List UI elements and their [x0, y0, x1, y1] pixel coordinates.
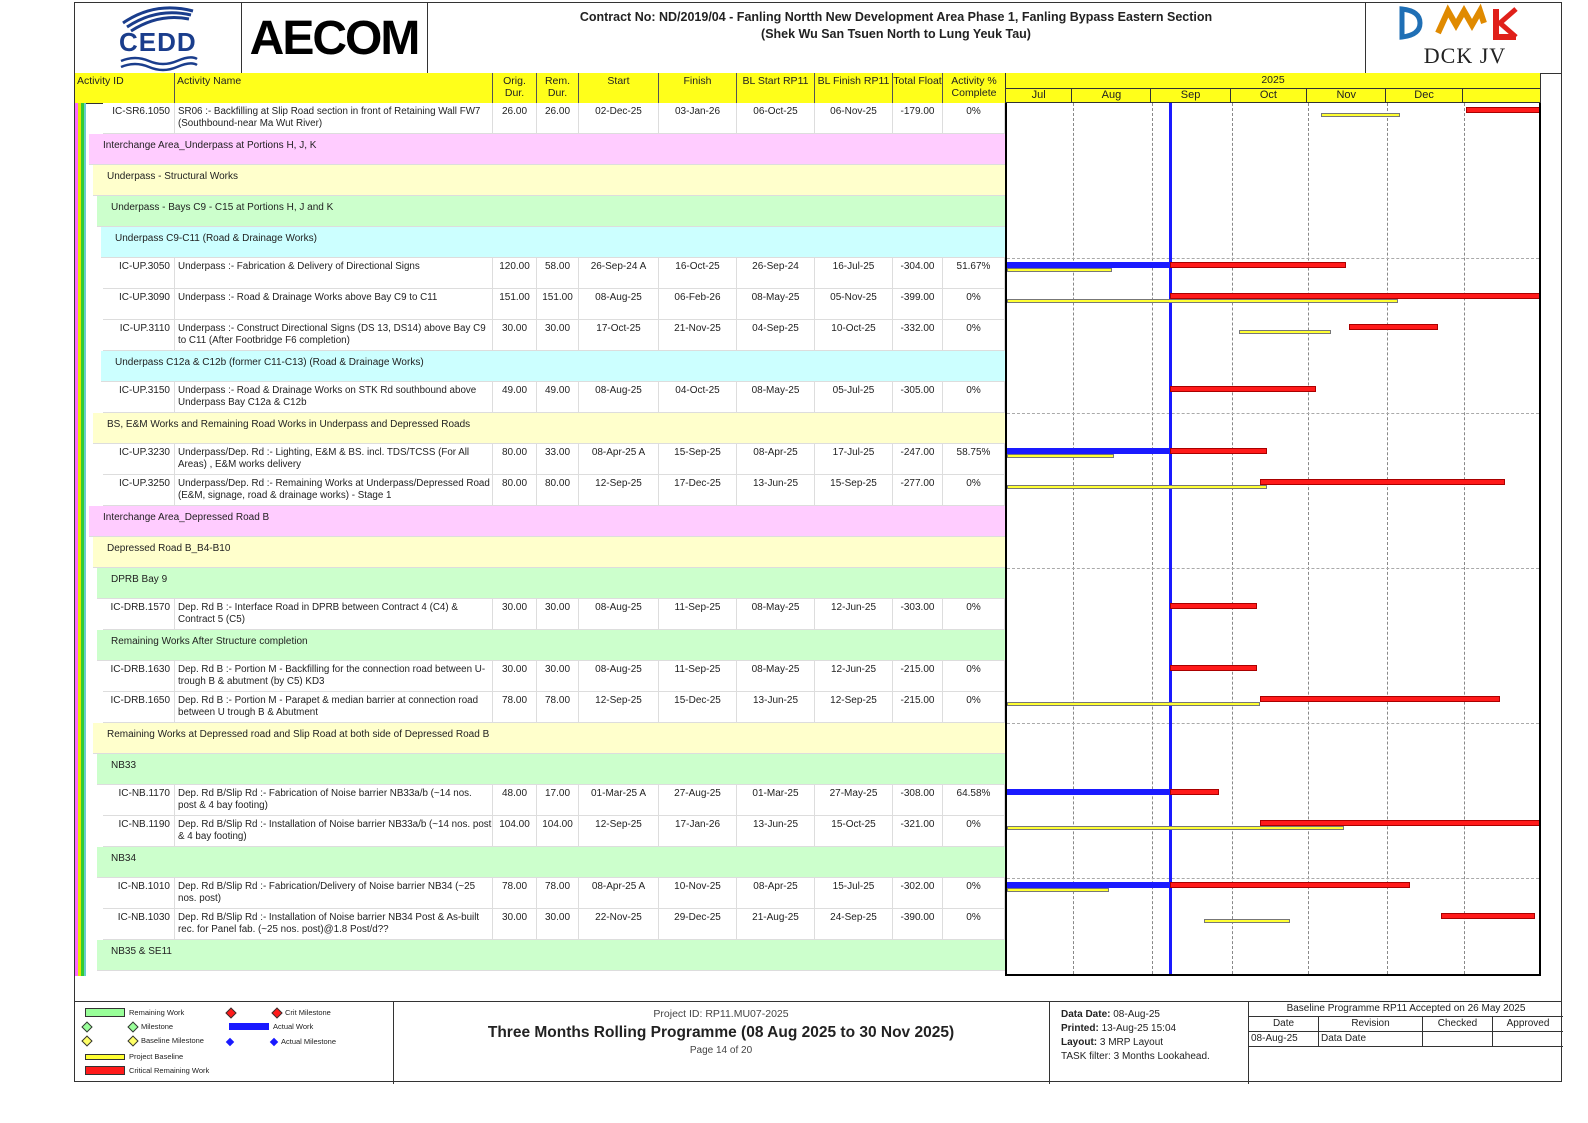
wbs-row[interactable] — [93, 165, 1005, 196]
activity-row[interactable] — [103, 692, 1005, 723]
legend-project-baseline — [85, 1052, 183, 1061]
cell-rem: 104.00 — [537, 816, 579, 847]
baseline-bar[interactable] — [1239, 330, 1331, 334]
cell-orig: 26.00 — [493, 103, 537, 134]
cell-name: SR06 :- Backfilling at Slip Road section in front of Retaining Wall FW7 (Southbound-near Ma Wut River) — [175, 103, 493, 134]
activity-row[interactable] — [103, 816, 1005, 847]
cell-orig: 49.00 — [493, 382, 537, 413]
critical-remaining-bar[interactable] — [1170, 603, 1257, 609]
legend-actual-milestone — [227, 1037, 336, 1046]
activity-table — [75, 103, 1005, 976]
cell-blf: 16-Jul-25 — [815, 258, 893, 289]
critical-remaining-bar[interactable] — [1170, 882, 1410, 888]
wbs-row[interactable] — [97, 630, 1005, 661]
cell-pct: 0% — [943, 103, 1005, 134]
activity-row[interactable] — [103, 320, 1005, 351]
cell-name: Dep. Rd B/Slip Rd :- Installation of Noise barrier NB33a/b (~14 nos. post & 4 bay footing) — [175, 816, 493, 847]
cell-float: -332.00 — [893, 320, 943, 351]
activity-row[interactable] — [103, 258, 1005, 289]
baseline-bar[interactable] — [1007, 268, 1112, 272]
cell-name: Dep. Rd B :- Portion M - Backfilling for the connection road between U-trough B & abutment (by C5) KD3 — [175, 661, 493, 692]
wbs-label: Underpass - Structural Works — [107, 171, 238, 182]
cell-start: 01-Mar-25 A — [579, 785, 659, 816]
cedd-logo-text: CEDD — [119, 27, 197, 57]
legend-baseline-milestone-label: Baseline Milestone — [141, 1036, 204, 1045]
programme-title: Three Months Rolling Programme (08 Aug 2025 to 30 Nov 2025) — [487, 1024, 955, 1041]
cell-start: 12-Sep-25 — [579, 816, 659, 847]
wbs-label: Underpass C9-C11 (Road & Drainage Works) — [115, 233, 317, 244]
wbs-row[interactable] — [93, 723, 1005, 754]
cell-rem: 49.00 — [537, 382, 579, 413]
cell-blf: 12-Jun-25 — [815, 599, 893, 630]
legend-milestone — [83, 1022, 173, 1031]
cell-rem: 17.00 — [537, 785, 579, 816]
activity-row[interactable] — [103, 444, 1005, 475]
cell-float: -390.00 — [893, 909, 943, 940]
legend — [75, 1002, 394, 1084]
legend-crit-milestone — [227, 1008, 331, 1017]
baseline-bar[interactable] — [1007, 485, 1267, 489]
cell-pct: 51.67% — [943, 258, 1005, 289]
revision-table — [1249, 1002, 1563, 1084]
page-footer — [75, 1001, 1561, 1084]
cell-blf: 05-Nov-25 — [815, 289, 893, 320]
page-header — [75, 3, 1561, 74]
baseline-milestone-diamond-icon — [81, 1035, 92, 1046]
gantt-row-gridline — [1007, 413, 1539, 414]
cell-name: Underpass :- Road & Drainage Works on STK Rd southbound above Underpass Bay C12a & C12b — [175, 382, 493, 413]
cell-rem: 30.00 — [537, 661, 579, 692]
cell-id: IC-UP.3110 — [103, 320, 175, 351]
jv-name: DCK JV — [1423, 43, 1507, 68]
cell-rem: 30.00 — [537, 909, 579, 940]
cell-start: 08-Aug-25 — [579, 599, 659, 630]
baseline-bar[interactable] — [1007, 888, 1109, 892]
cell-start: 08-Aug-25 — [579, 289, 659, 320]
gantt-row-gridline — [1007, 258, 1539, 259]
legend-critical-remaining-work — [85, 1066, 209, 1075]
project-id: Project ID: RP11.MU07-2025 — [653, 1008, 789, 1020]
cell-bls: 13-Jun-25 — [737, 816, 815, 847]
cell-rem: 30.00 — [537, 599, 579, 630]
activity-row[interactable] — [103, 661, 1005, 692]
gantt-row-gridline — [1007, 878, 1539, 879]
cedd-logo — [75, 3, 242, 73]
cell-float: -277.00 — [893, 475, 943, 506]
col-bl-finish[interactable]: BL Finish RP11 — [815, 73, 893, 103]
cell-id: IC-UP.3250 — [103, 475, 175, 506]
cell-orig: 48.00 — [493, 785, 537, 816]
cell-pct: 64.58% — [943, 785, 1005, 816]
baseline-bar[interactable] — [1007, 826, 1344, 830]
col-rem-dur[interactable]: Rem. Dur. — [537, 73, 579, 103]
cell-finish: 15-Dec-25 — [659, 692, 737, 723]
cell-id: IC-DRB.1650 — [103, 692, 175, 723]
print-info — [1049, 1002, 1249, 1084]
cell-float: -215.00 — [893, 692, 943, 723]
wbs-label: NB33 — [111, 760, 137, 771]
cell-bls: 08-May-25 — [737, 382, 815, 413]
wbs-row[interactable] — [101, 351, 1005, 382]
activity-row[interactable] — [103, 909, 1005, 940]
cell-blf: 05-Jul-25 — [815, 382, 893, 413]
critical-remaining-bar[interactable] — [1349, 324, 1438, 330]
cell-float: -308.00 — [893, 785, 943, 816]
rev-row-revision: Data Date — [1319, 1032, 1423, 1047]
cell-bls: 13-Jun-25 — [737, 692, 815, 723]
cell-orig: 80.00 — [493, 475, 537, 506]
page-number: Page 14 of 20 — [689, 1045, 753, 1056]
legend-baseline-milestone — [83, 1036, 204, 1045]
data-date-label: Data Date: — [1061, 1009, 1111, 1020]
cell-start: 17-Oct-25 — [579, 320, 659, 351]
rev-header-revision: Revision — [1319, 1017, 1423, 1032]
wbs-row[interactable] — [93, 537, 1005, 568]
gantt-month-jul: Jul — [1006, 88, 1072, 103]
cell-bls: 13-Jun-25 — [737, 475, 815, 506]
cell-name: Dep. Rd B/Slip Rd :- Fabrication of Noise barrier NB33a/b (~14 nos. post & 4 bay footing) — [175, 785, 493, 816]
col-activity-id[interactable]: Activity ID — [75, 73, 175, 103]
cell-orig: 78.00 — [493, 878, 537, 909]
wbs-label: Remaining Works at Depressed road and Slip Road at both side of Depressed Road B — [107, 729, 490, 740]
baseline-note: Baseline Programme RP11 Accepted on 26 May 2025 — [1249, 1002, 1563, 1017]
cell-finish: 27-Aug-25 — [659, 785, 737, 816]
cell-orig: 30.00 — [493, 320, 537, 351]
schedule-page — [74, 2, 1562, 1082]
dck-jv-emblem-icon — [1366, 3, 1564, 43]
critical-remaining-bar[interactable] — [1170, 665, 1257, 671]
gantt-month-dec: Dec — [1386, 88, 1463, 103]
baseline-bar[interactable] — [1007, 299, 1398, 303]
cell-rem: 26.00 — [537, 103, 579, 134]
activity-row[interactable] — [103, 382, 1005, 413]
gantt-month-divider — [1152, 103, 1153, 974]
wbs-label: Remaining Works After Structure completion — [111, 636, 308, 647]
cell-blf: 15-Jul-25 — [815, 878, 893, 909]
cell-blf: 15-Oct-25 — [815, 816, 893, 847]
wbs-label: NB34 — [111, 853, 137, 864]
col-activity-name[interactable]: Activity Name — [175, 73, 493, 103]
cell-float: -305.00 — [893, 382, 943, 413]
legend-project-baseline-label: Project Baseline — [129, 1052, 184, 1061]
cell-pct: 0% — [943, 909, 1005, 940]
cell-id: IC-NB.1030 — [103, 909, 175, 940]
data-date: 08-Aug-25 — [1113, 1009, 1160, 1020]
rev-header-checked: Checked — [1423, 1017, 1493, 1032]
cell-start: 02-Dec-25 — [579, 103, 659, 134]
rev-row-checked — [1423, 1032, 1493, 1047]
cell-name: Underpass :- Fabrication & Delivery of Directional Signs — [175, 258, 493, 289]
contract-title — [427, 3, 1365, 73]
cell-id: IC-UP.3150 — [103, 382, 175, 413]
column-header — [75, 73, 1005, 104]
cell-finish: 04-Oct-25 — [659, 382, 737, 413]
cell-orig: 30.00 — [493, 661, 537, 692]
cell-name: Underpass/Dep. Rd :- Remaining Works at Underpass/Depressed Road (E&M, signage, road & drainage works) - Stage 1 — [175, 475, 493, 506]
cell-blf: 24-Sep-25 — [815, 909, 893, 940]
cell-blf: 06-Nov-25 — [815, 103, 893, 134]
cell-rem: 78.00 — [537, 878, 579, 909]
cell-start: 26-Sep-24 A — [579, 258, 659, 289]
cell-id: IC-SR6.1050 — [103, 103, 175, 134]
cell-rem: 80.00 — [537, 475, 579, 506]
cell-start: 22-Nov-25 — [579, 909, 659, 940]
cell-bls: 08-May-25 — [737, 661, 815, 692]
cell-id: IC-NB.1010 — [103, 878, 175, 909]
legend-remaining-work-label: Remaining Work — [129, 1008, 185, 1017]
cell-rem: 151.00 — [537, 289, 579, 320]
cell-finish: 17-Jan-26 — [659, 816, 737, 847]
gantt-month-divider — [1073, 103, 1074, 974]
wbs-row[interactable] — [97, 847, 1005, 878]
legend-remaining-work — [85, 1008, 184, 1017]
cell-pct: 0% — [943, 692, 1005, 723]
col-start[interactable]: Start — [579, 73, 659, 103]
cell-pct: 0% — [943, 320, 1005, 351]
cell-orig: 120.00 — [493, 258, 537, 289]
cell-float: -179.00 — [893, 103, 943, 134]
wbs-label: Interchange Area_Underpass at Portions H, J, K — [103, 140, 317, 151]
activity-row[interactable] — [103, 599, 1005, 630]
cell-blf: 15-Sep-25 — [815, 475, 893, 506]
legend-milestone-label: Milestone — [141, 1022, 174, 1031]
baseline-bar[interactable] — [1007, 454, 1114, 458]
cell-orig: 30.00 — [493, 909, 537, 940]
aecom-logo: AECOM — [241, 3, 428, 73]
wbs-label: Interchange Area_Depressed Road B — [103, 512, 270, 523]
critical-remaining-bar[interactable] — [1170, 789, 1218, 795]
critical-remaining-bar[interactable] — [1170, 448, 1267, 454]
cell-finish: 21-Nov-25 — [659, 320, 737, 351]
wbs-label: DPRB Bay 9 — [111, 574, 168, 585]
baseline-bar[interactable] — [1321, 113, 1400, 117]
cell-id: IC-NB.1170 — [103, 785, 175, 816]
cell-bls: 06-Oct-25 — [737, 103, 815, 134]
crit-milestone-diamond-icon — [225, 1007, 236, 1018]
cell-id: IC-DRB.1630 — [103, 661, 175, 692]
gantt-row-gridline — [1007, 568, 1539, 569]
cell-name: Underpass :- Road & Drainage Works above Bay C9 to C11 — [175, 289, 493, 320]
actual-milestone-diamond-icon — [226, 1037, 234, 1045]
cell-pct: 0% — [943, 661, 1005, 692]
gantt-month-divider — [1387, 103, 1388, 974]
layout-value: 3 MRP Layout — [1099, 1037, 1164, 1048]
activity-row[interactable] — [103, 289, 1005, 320]
cell-id: IC-UP.3230 — [103, 444, 175, 475]
cell-finish: 11-Sep-25 — [659, 599, 737, 630]
cell-blf: 17-Jul-25 — [815, 444, 893, 475]
legend-actual-work — [229, 1022, 313, 1031]
actual-work-bar[interactable] — [1007, 789, 1170, 795]
cell-pct: 0% — [943, 475, 1005, 506]
cell-blf: 27-May-25 — [815, 785, 893, 816]
cell-name: Dep. Rd B/Slip Rd :- Fabrication/Delivery of Noise barrier NB34 (~25 nos. post) — [175, 878, 493, 909]
cell-rem: 58.00 — [537, 258, 579, 289]
activity-row[interactable] — [103, 785, 1005, 816]
gantt-year: 2025 — [1006, 73, 1540, 89]
cell-name: Underpass/Dep. Rd :- Lighting, E&M & BS. incl. TDS/TCSS (For All Areas) , E&M works delivery — [175, 444, 493, 475]
critical-remaining-bar[interactable] — [1170, 262, 1346, 268]
cell-bls: 21-Aug-25 — [737, 909, 815, 940]
activity-row[interactable] — [103, 475, 1005, 506]
cell-name: Underpass :- Construct Directional Signs (DS 13, DS14) above Bay C9 to C11 (After Footbridge F6 completion) — [175, 320, 493, 351]
wbs-row[interactable] — [97, 568, 1005, 599]
cell-finish: 10-Nov-25 — [659, 878, 737, 909]
cell-pct: 0% — [943, 289, 1005, 320]
legend-actual-work-label: Actual Work — [273, 1022, 314, 1031]
milestone-diamond-icon — [81, 1021, 92, 1032]
data-date-line — [1169, 103, 1172, 974]
cell-name: Dep. Rd B :- Portion M - Parapet & median barrier at connection road between U trough B & Abutment — [175, 692, 493, 723]
legend-crit-milestone-label: Crit Milestone — [285, 1008, 331, 1017]
cell-rem: 78.00 — [537, 692, 579, 723]
cell-id: IC-UP.3050 — [103, 258, 175, 289]
cell-finish: 06-Feb-26 — [659, 289, 737, 320]
cell-id: IC-DRB.1570 — [103, 599, 175, 630]
cell-bls: 08-Apr-25 — [737, 444, 815, 475]
printed-date: 13-Aug-25 15:04 — [1101, 1023, 1177, 1034]
contract-line-1: Contract No: ND/2019/04 - Fanling Nortth New Development Area Phase 1, Fanling Bypass Eastern Section — [579, 10, 1213, 24]
cell-pct: 58.75% — [943, 444, 1005, 475]
wbs-row[interactable] — [101, 227, 1005, 258]
cell-orig: 80.00 — [493, 444, 537, 475]
cell-float: -399.00 — [893, 289, 943, 320]
wbs-row[interactable] — [97, 196, 1005, 227]
wbs-label: Underpass - Bays C9 - C15 at Portions H, J and K — [111, 202, 334, 213]
critical-remaining-bar[interactable] — [1260, 479, 1505, 485]
cell-finish: 29-Dec-25 — [659, 909, 737, 940]
wbs-label: Depressed Road B_B4-B10 — [107, 543, 231, 554]
cell-orig: 30.00 — [493, 599, 537, 630]
cell-bls: 26-Sep-24 — [737, 258, 815, 289]
cell-float: -304.00 — [893, 258, 943, 289]
cell-finish: 03-Jan-26 — [659, 103, 737, 134]
cell-bls: 04-Sep-25 — [737, 320, 815, 351]
cell-orig: 151.00 — [493, 289, 537, 320]
cell-pct: 0% — [943, 382, 1005, 413]
wbs-row[interactable] — [97, 754, 1005, 785]
wbs-row[interactable] — [89, 506, 1005, 537]
cell-float: -215.00 — [893, 661, 943, 692]
cell-finish: 15-Sep-25 — [659, 444, 737, 475]
cell-start: 08-Apr-25 A — [579, 444, 659, 475]
col-total-float[interactable]: Total Float — [893, 73, 943, 103]
col-orig-dur[interactable]: Orig. Dur. — [493, 73, 537, 103]
col-pct-complete[interactable]: Activity % Complete — [951, 75, 997, 99]
cell-blf: 12-Jun-25 — [815, 661, 893, 692]
cell-blf: 12-Sep-25 — [815, 692, 893, 723]
gantt-month-sep: Sep — [1151, 88, 1230, 103]
wbs-label: BS, E&M Works and Remaining Road Works in Underpass and Depressed Roads — [107, 419, 471, 430]
cell-bls: 08-May-25 — [737, 599, 815, 630]
cell-name: Dep. Rd B/Slip Rd :- Installation of Noise barrier NB34 Post & As-built rec. for Panel fab. (~25 nos. post)@1.8 Post/d?? — [175, 909, 493, 940]
cell-finish: 16-Oct-25 — [659, 258, 737, 289]
col-finish[interactable]: Finish — [659, 73, 737, 103]
cell-name: Dep. Rd B :- Interface Road in DPRB between Contract 4 (C4) & Contract 5 (C5) — [175, 599, 493, 630]
cell-start: 08-Apr-25 A — [579, 878, 659, 909]
rev-header-date: Date — [1249, 1017, 1319, 1032]
cell-float: -321.00 — [893, 816, 943, 847]
cell-pct: 0% — [943, 878, 1005, 909]
cell-start: 08-Aug-25 — [579, 661, 659, 692]
gantt-header — [1005, 73, 1541, 103]
footer-title-block — [393, 1002, 1050, 1084]
cell-orig: 104.00 — [493, 816, 537, 847]
wbs-label: NB35 & SE11 — [111, 946, 172, 957]
gantt-month-divider — [1464, 103, 1465, 974]
wbs-row[interactable] — [97, 940, 1005, 971]
printed-label: Printed: — [1061, 1023, 1099, 1034]
cell-finish: 17-Dec-25 — [659, 475, 737, 506]
cell-float: -303.00 — [893, 599, 943, 630]
baseline-bar[interactable] — [1204, 919, 1291, 923]
wbs-row[interactable] — [93, 413, 1005, 444]
gantt-month-nov: Nov — [1307, 88, 1386, 103]
cell-id: IC-UP.3090 — [103, 289, 175, 320]
cell-orig: 78.00 — [493, 692, 537, 723]
gantt-month-divider — [1232, 103, 1233, 974]
cell-bls: 08-May-25 — [737, 289, 815, 320]
cell-bls: 01-Mar-25 — [737, 785, 815, 816]
critical-remaining-bar[interactable] — [1260, 696, 1500, 702]
cell-float: -302.00 — [893, 878, 943, 909]
cell-pct: 0% — [943, 599, 1005, 630]
cell-start: 12-Sep-25 — [579, 692, 659, 723]
gantt-month-divider — [1308, 103, 1309, 974]
wbs-row[interactable] — [89, 134, 1005, 165]
critical-remaining-bar[interactable] — [1466, 107, 1541, 113]
cell-start: 12-Sep-25 — [579, 475, 659, 506]
cell-float: -247.00 — [893, 444, 943, 475]
cell-pct: 0% — [943, 816, 1005, 847]
dck-jv-logo — [1365, 3, 1564, 73]
legend-actual-milestone-label: Actual Milestone — [281, 1037, 337, 1046]
layout-label: Layout: — [1061, 1037, 1098, 1048]
legend-critical-remaining-work-label: Critical Remaining Work — [129, 1066, 210, 1075]
contract-line-2: (Shek Wu San Tsuen North to Lung Yeuk Tau) — [761, 27, 1031, 41]
cell-start: 08-Aug-25 — [579, 382, 659, 413]
activity-row[interactable] — [103, 103, 1005, 134]
cell-rem: 30.00 — [537, 320, 579, 351]
cell-rem: 33.00 — [537, 444, 579, 475]
col-bl-start[interactable]: BL Start RP11 — [737, 73, 815, 103]
cell-id: IC-NB.1190 — [103, 816, 175, 847]
cell-bls: 08-Apr-25 — [737, 878, 815, 909]
baseline-bar[interactable] — [1007, 702, 1260, 706]
gantt-month-aug: Aug — [1072, 88, 1151, 103]
cell-finish: 11-Sep-25 — [659, 661, 737, 692]
critical-remaining-bar[interactable] — [1170, 386, 1315, 392]
cell-blf: 10-Oct-25 — [815, 320, 893, 351]
critical-remaining-bar[interactable] — [1441, 913, 1535, 919]
gantt-row-gridline — [1007, 723, 1539, 724]
activity-row[interactable] — [103, 878, 1005, 909]
rev-header-approved: Approved — [1493, 1017, 1563, 1032]
rev-row-date: 08-Aug-25 — [1249, 1032, 1319, 1047]
task-filter: TASK filter: 3 Months Lookahead. — [1061, 1051, 1210, 1062]
gantt-chart — [1005, 103, 1541, 976]
wbs-label: Underpass C12a & C12b (former C11-C13) (Road & Drainage Works) — [115, 357, 424, 368]
rev-row-approved — [1493, 1032, 1563, 1047]
gantt-month-oct: Oct — [1231, 88, 1308, 103]
